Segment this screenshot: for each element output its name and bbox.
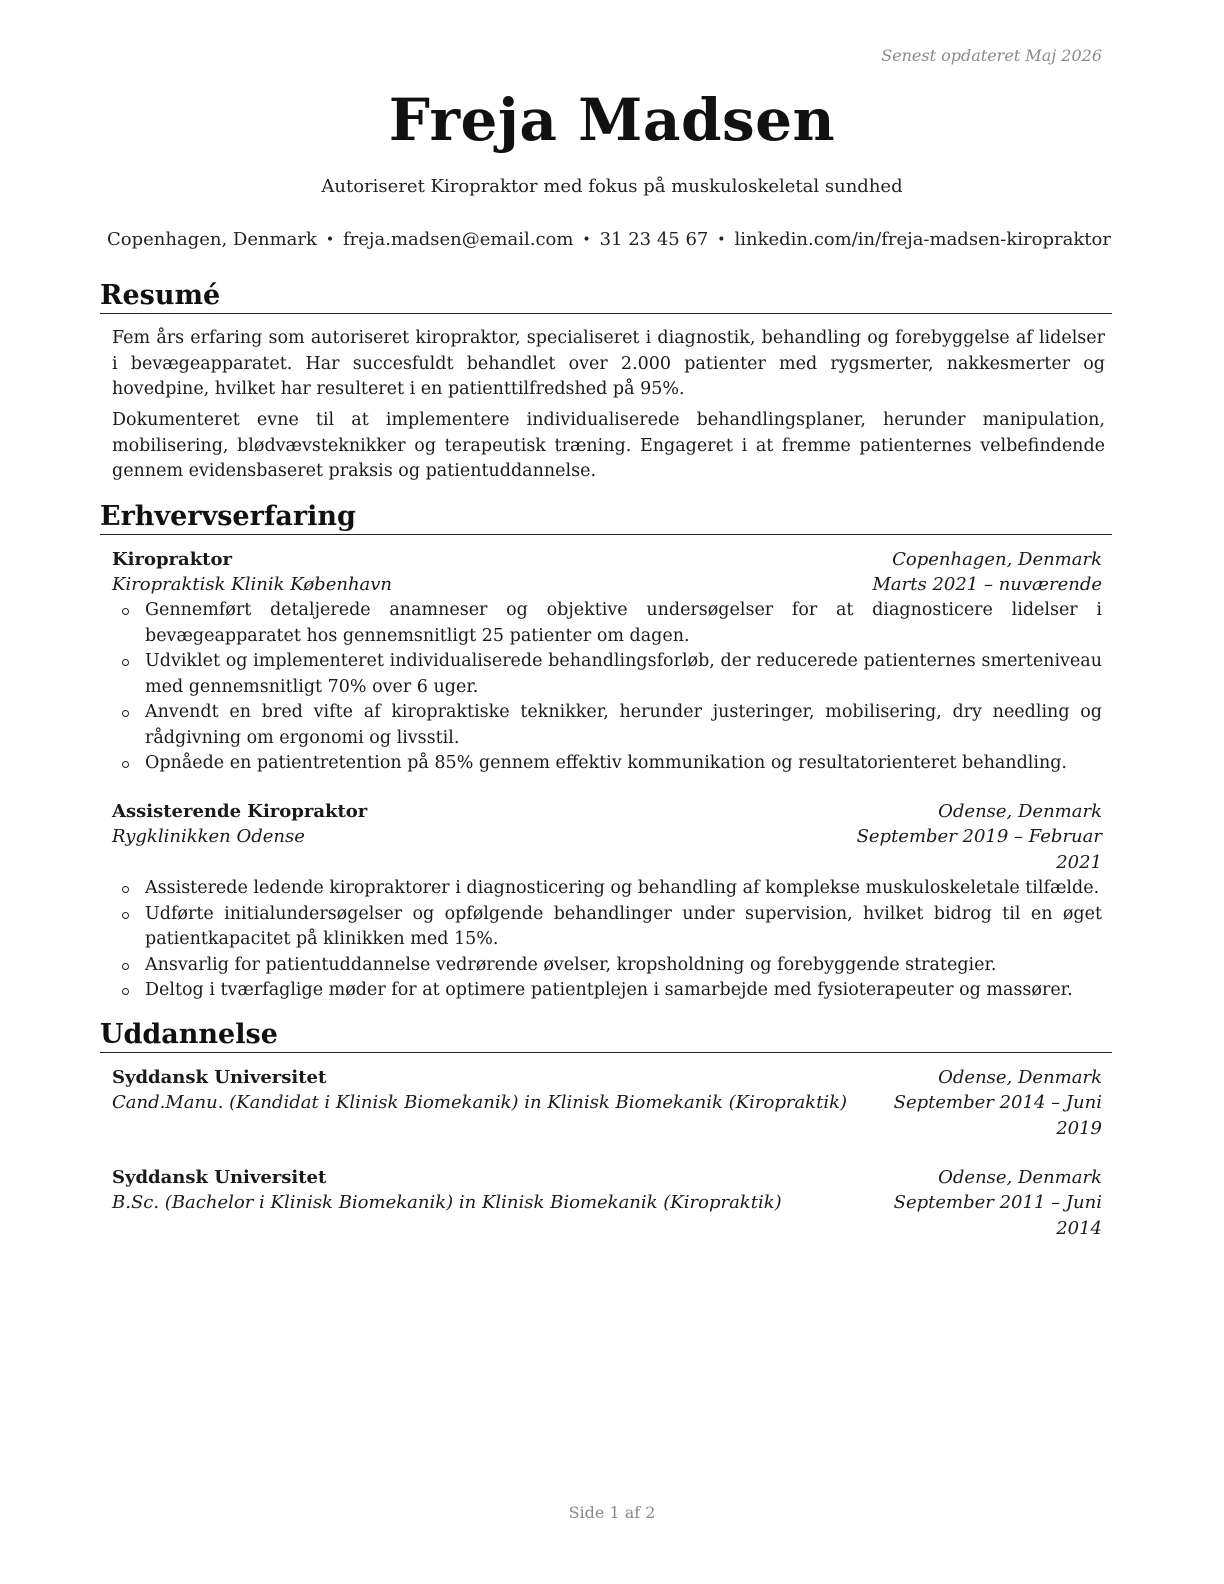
education-location: Odense, Denmark [938,1067,1102,1088]
separator-dot: • [717,231,726,248]
education-degree: Cand.Manu. (Kandidat i Klinisk Biomekanik) in Klinisk Biomekanik (Kiropraktik) [112,1092,848,1113]
education-subheader [112,1090,1102,1141]
contact-linkedin[interactable]: linkedin.com/in/freja-madsen-kiropraktor [734,229,1111,250]
job-subheader [112,824,1102,875]
list-item: Udviklet og implementeret individualiserede behandlingsforløb, der reducerede patienternes smerteniveau med gennemsnitligt 70% over 6 uger. [112,649,1102,700]
job-bullets [112,876,1102,1004]
list-item: Gennemført detaljerede anamneser og objektive undersøgelser for at diagnosticere lidelser i bevægeapparatet hos gennemsnitligt 25 patienter om dagen. [112,598,1102,649]
separator-dot: • [325,231,335,248]
job-location: Odense, Denmark [938,801,1102,822]
list-item: Opnåede en patientretention på 85% gennem effektiv kommunikation og resultatorienteret behandling. [112,751,1102,777]
summary-paragraph: Fem års erfaring som autoriseret kiropraktor, specialiseret i diagnostik, behandling og forebyggelse af lidelser i bevægeapparatet. Har succesfuldt behandlet over 2.000 patienter med rygsmerter, nakkesmerter og hovedpine, hvilket har resulteret i en patienttilfredshed på 95%. [112,328,1105,399]
contact-line [107,229,1111,250]
education-degree: B.Sc. (Bachelor i Klinisk Biomekanik) in Klinisk Biomekanik (Kiropraktik) [112,1192,782,1213]
education-header [112,1165,1102,1191]
education-school: Syddansk Universitet [112,1067,327,1088]
education-school: Syddansk Universitet [112,1167,327,1188]
contact-location: Copenhagen, Denmark [107,229,317,250]
job-dates: Marts 2021 – nuværende [872,574,1102,595]
candidate-name: Freja Madsen [388,86,836,154]
job-role: Assisterende Kiropraktor [112,801,368,822]
education-subheader [112,1190,1102,1241]
education-dates: September 2011 – Juni 2014 [893,1192,1102,1239]
education-dates: September 2014 – Juni 2019 [893,1092,1102,1139]
separator-dot: • [582,231,591,248]
page-number: Side 1 af 2 [568,1503,656,1522]
job-header [112,799,1102,825]
last-updated: Senest opdateret Maj 2026 [881,46,1102,65]
section-title-summary: Resumé [100,279,1112,314]
job-company: Rygklinikken Odense [112,826,305,847]
contact-phone: 31 23 45 67 [599,229,709,250]
job-company: Kiropraktisk Klinik København [112,574,393,595]
list-item: Udførte initialundersøgelser og opfølgende behandlinger under supervision, hvilket bidrog til en øget patientkapacitet på klinikken med 15%. [112,902,1102,953]
list-item: Deltog i tværfaglige møder for at optimere patientplejen i samarbejde med fysioterapeuter og massører. [112,978,1102,1004]
contact-email[interactable]: freja.madsen@email.com [343,229,574,250]
job-dates: September 2019 – Februar 2021 [856,826,1102,873]
list-item: Assisterede ledende kiropraktorer i diagnosticering og behandling af komplekse muskuloskeletale tilfælde. [112,876,1102,902]
education-location: Odense, Denmark [938,1167,1102,1188]
summary-paragraph: Dokumenteret evne til at implementere individualiserede behandlingsplaner, herunder manipulation, mobilisering, blødvævsteknikker og terapeutisk træning. Engageret i at fremme patienternes velbefindende gennem evidensbaseret praksis og patientuddannelse. [112,410,1105,481]
section-title-education: Uddannelse [100,1018,1112,1053]
job-bullets [112,598,1102,777]
job-role: Kiropraktor [112,549,232,570]
job-header [112,547,1102,573]
list-item: Ansvarlig for patientuddannelse vedrørende øvelser, kropsholdning og forebyggende strategier. [112,953,1102,979]
job-subheader [112,572,1102,598]
list-item: Anvendt en bred vifte af kiropraktiske teknikker, herunder justeringer, mobilisering, dry needling og rådgivning om ergonomi og livsstil. [112,700,1102,751]
job-location: Copenhagen, Denmark [892,549,1102,570]
education-header [112,1065,1102,1091]
tagline: Autoriseret Kiropraktor med fokus på muskuloskeletal sundhed [321,176,903,197]
section-title-experience: Erhvervserfaring [100,500,1112,535]
